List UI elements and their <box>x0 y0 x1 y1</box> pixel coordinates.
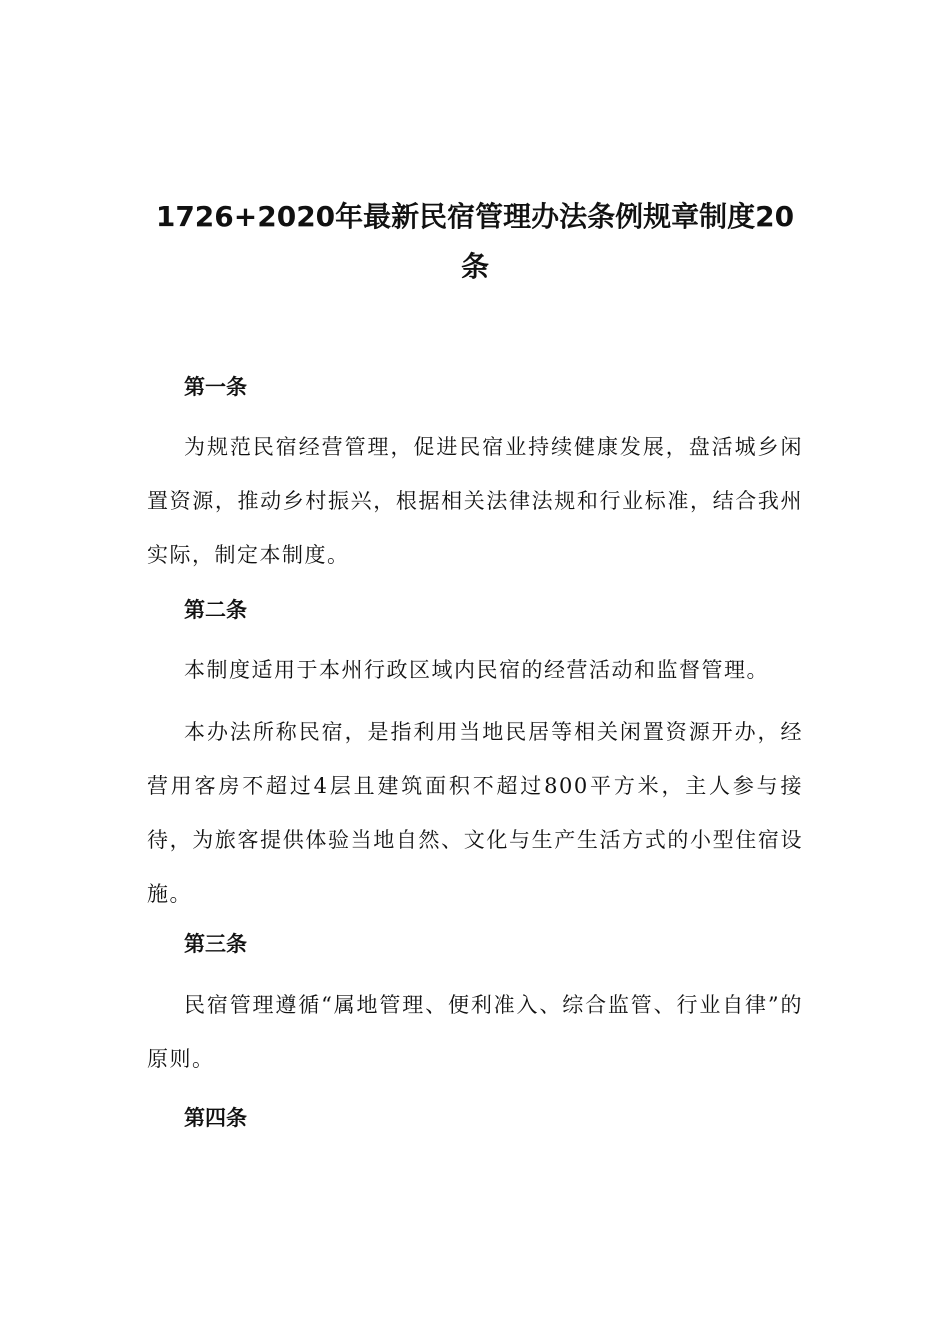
section-2-paragraph-1: 本制度适用于本州行政区域内民宿的经营活动和监督管理。 <box>184 658 769 682</box>
section-heading-3: 第三条 <box>184 932 247 956</box>
section-heading-4: 第四条 <box>184 1106 247 1130</box>
section-1-paragraph-1: 为规范民宿经营管理，促进民宿业持续健康发展，盘活城乡闲置资源，推动乡村振兴，根据相关法律法规和行业标准，结合我州实际，制定本制度。 <box>147 435 803 567</box>
section-heading-2: 第二条 <box>184 598 247 622</box>
section-2-paragraph-2: 本办法所称民宿，是指利用当地民居等相关闲置资源开办，经营用客房不超过4层且建筑面积不超过800平方米，主人参与接待，为旅客提供体验当地自然、文化与生产生活方式的小型住宿设施。 <box>147 720 803 906</box>
section-heading-1: 第一条 <box>184 375 247 399</box>
section-3-paragraph-1: 民宿管理遵循“属地管理、便利准入、综合监管、行业自律”的原则。 <box>147 993 803 1071</box>
document-title: 1726+2020年最新民宿管理办法条例规章制度20条 <box>155 200 795 283</box>
